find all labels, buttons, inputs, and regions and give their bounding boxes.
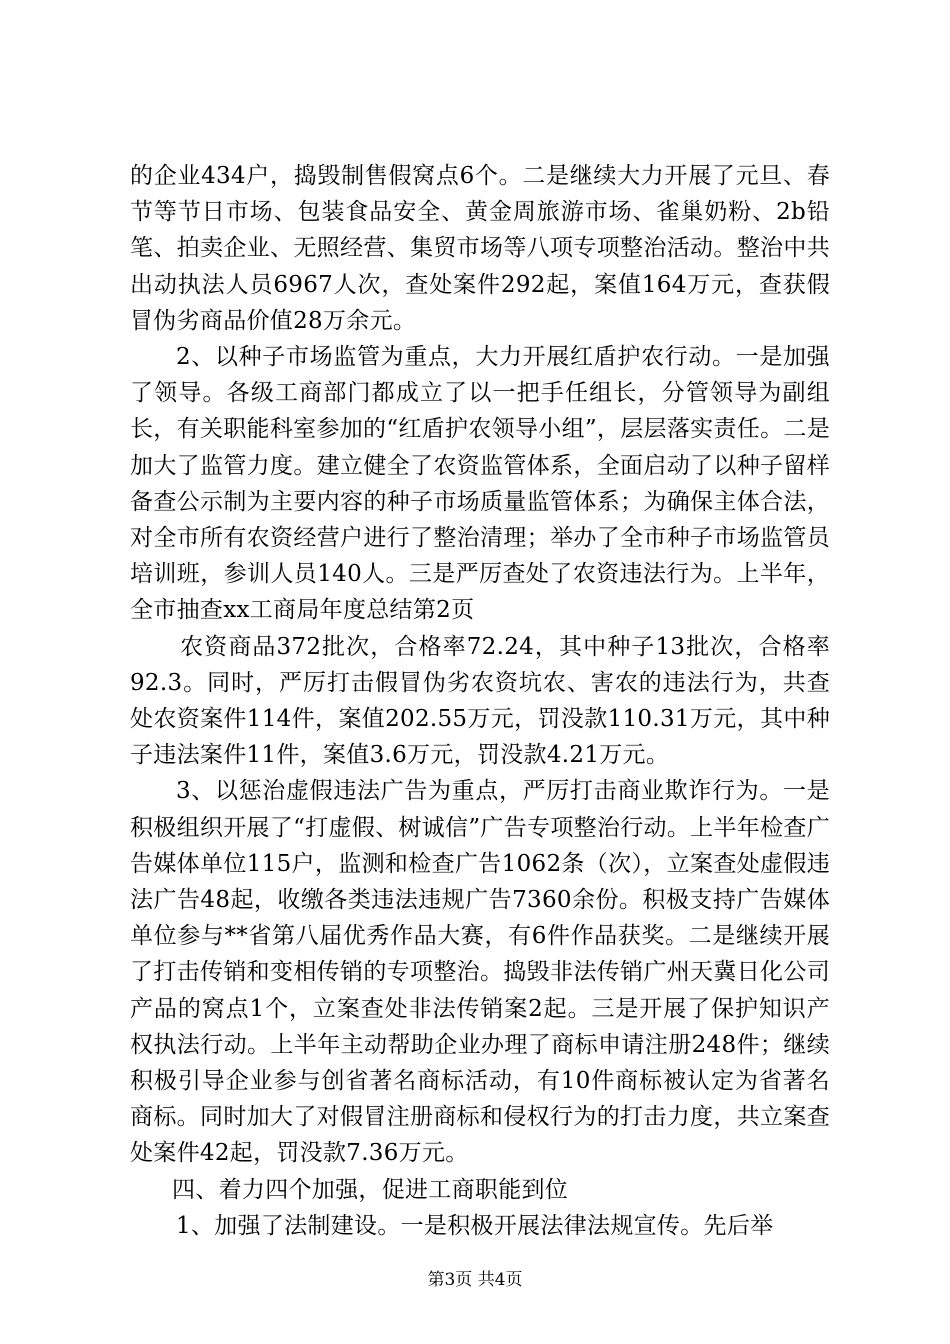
paragraph-continuation: 的企业434户，捣毁制售假窝点6个。二是继续大力开展了元旦、春节等节日市场、包装食品安全、黄金周旅游市场、雀巢奶粉、2b铅笔、拍卖企业、无照经营、集贸市场等八项专项整治活动。整治中共出动执法人员6967人次，查处案件292起，案值164万元，查获假冒伪劣商品价值28万余元。 (130, 163, 830, 334)
page-number-footer: 第3页 共4页 (427, 1270, 523, 1290)
paragraph-legal-construction: 1、加强了法制建设。一是积极开展法律法规宣传。先后举 (176, 1212, 774, 1239)
document-body (130, 158, 830, 1244)
paragraph-seed-market: 2、以种子市场监管为重点，大力开展红盾护农行动。一是加强了领导。各级工商部门都成立了以一把手任组长，分管领导为副组长，有关职能科室参加的“红盾护农领导小组”，层层落实责任。二是加大了监管力度。建立健全了农资监管体系，全面启动了以种子留样备查公示制为主要内容的种子市场质量监管体系；为确保主体合法，对全市所有农资经营户进行了整治清理；举办了全市种子市场监管员培训班，参训人员140人。三是严厉查处了农资违法行为。上半年，全市抽查xx工商局年度总结第2页 (130, 344, 830, 624)
paragraph-agri-inspection: 农资商品372批次，合格率72.24，其中种子13批次，合格率92.3。同时，严厉打击假冒伪劣农资坑农、害农的违法行为，共查处农资案件114件，案值202.55万元，罚没款110.31万元，其中种子违法案件11件，案值3.6万元，罚没款4.21万元。 (130, 633, 830, 769)
paragraph-advertising: 3、以惩治虚假违法广告为重点，严厉打击商业欺诈行为。一是积极组织开展了“打虚假、树诚信”广告专项整治行动。上半年检查广告媒体单位115户，监测和检查广告1062条（次），立案查处虚假违法广告48起，收缴各类违法违规广告7360余份。积极支持广告媒体单位参与**省第八届优秀作品大赛，有6件作品获奖。二是继续开展了打击传销和变相传销的专项整治。捣毁非法传销广州天冀日化公司产品的窝点1个，立案查处非法传销案2起。三是开展了保护知识产权执法行动。上半年主动帮助企业办理了商标申请注册248件；继续积极引导企业参与创省著名商标活动，有10件商标被认定为省著名商标。同时加大了对假冒注册商标和侵权行为的打击力度，共立案查处案件42起，罚没款7.36万元。 (130, 778, 830, 1167)
section-heading: 四、着力四个加强，促进工商职能到位 (172, 1176, 569, 1203)
